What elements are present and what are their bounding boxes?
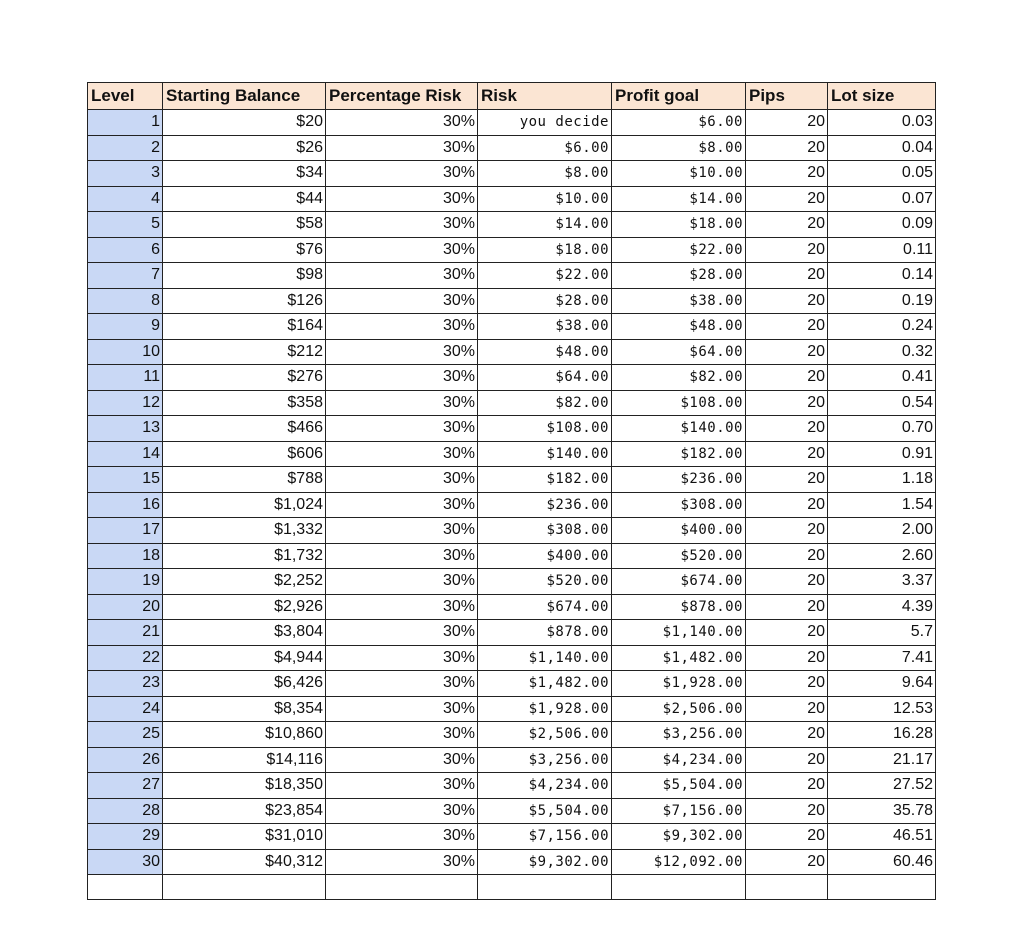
starting-balance-cell[interactable]: $126: [163, 288, 326, 314]
risk-cell[interactable]: $28.00: [478, 288, 612, 314]
risk-cell[interactable]: $22.00: [478, 263, 612, 289]
table-row: [88, 110, 936, 136]
level-cell[interactable]: 26: [88, 747, 163, 773]
empty-cell[interactable]: [163, 875, 326, 900]
lot-size-cell[interactable]: 0.24: [828, 314, 936, 340]
pips-cell[interactable]: 20: [746, 314, 828, 340]
percentage-risk-cell[interactable]: 30%: [326, 416, 478, 442]
table-row: [88, 186, 936, 212]
percentage-risk-cell[interactable]: 30%: [326, 518, 478, 544]
level-cell[interactable]: 2: [88, 135, 163, 161]
lot-size-cell[interactable]: 0.32: [828, 339, 936, 365]
table-row: [88, 773, 936, 799]
lot-size-cell[interactable]: 1.54: [828, 492, 936, 518]
risk-cell[interactable]: $2,506.00: [478, 722, 612, 748]
profit-goal-cell[interactable]: $674.00: [612, 569, 746, 595]
level-cell[interactable]: 3: [88, 161, 163, 187]
profit-goal-cell[interactable]: $1,928.00: [612, 671, 746, 697]
level-cell[interactable]: 11: [88, 365, 163, 391]
risk-cell[interactable]: $4,234.00: [478, 773, 612, 799]
empty-cell[interactable]: [478, 875, 612, 900]
pips-cell[interactable]: 20: [746, 467, 828, 493]
starting-balance-cell[interactable]: $466: [163, 416, 326, 442]
lot-size-cell[interactable]: 0.19: [828, 288, 936, 314]
level-cell[interactable]: 14: [88, 441, 163, 467]
profit-goal-cell[interactable]: $1,482.00: [612, 645, 746, 671]
pips-cell[interactable]: 20: [746, 671, 828, 697]
pips-cell[interactable]: 20: [746, 288, 828, 314]
lot-size-cell[interactable]: 16.28: [828, 722, 936, 748]
risk-cell[interactable]: $14.00: [478, 212, 612, 238]
profit-goal-cell[interactable]: $18.00: [612, 212, 746, 238]
pips-cell[interactable]: 20: [746, 186, 828, 212]
level-cell[interactable]: 1: [88, 110, 163, 136]
pips-cell[interactable]: 20: [746, 645, 828, 671]
risk-cell[interactable]: $9,302.00: [478, 849, 612, 875]
table-body: [88, 110, 936, 900]
risk-cell[interactable]: $38.00: [478, 314, 612, 340]
risk-cell[interactable]: $1,140.00: [478, 645, 612, 671]
profit-goal-cell[interactable]: $9,302.00: [612, 824, 746, 850]
level-cell[interactable]: 15: [88, 467, 163, 493]
percentage-risk-cell[interactable]: 30%: [326, 543, 478, 569]
percentage-risk-cell[interactable]: 30%: [326, 492, 478, 518]
pips-cell[interactable]: 20: [746, 237, 828, 263]
level-cell[interactable]: 10: [88, 339, 163, 365]
header-profit-goal[interactable]: Profit goal: [612, 83, 746, 110]
lot-size-cell[interactable]: 0.54: [828, 390, 936, 416]
percentage-risk-cell[interactable]: 30%: [326, 620, 478, 646]
risk-cell[interactable]: $182.00: [478, 467, 612, 493]
table-row: [88, 135, 936, 161]
pips-cell[interactable]: 20: [746, 747, 828, 773]
percentage-risk-cell[interactable]: 30%: [326, 441, 478, 467]
level-cell[interactable]: 27: [88, 773, 163, 799]
starting-balance-cell[interactable]: $20: [163, 110, 326, 136]
risk-cell[interactable]: $108.00: [478, 416, 612, 442]
lot-size-cell[interactable]: 9.64: [828, 671, 936, 697]
profit-goal-cell[interactable]: $64.00: [612, 339, 746, 365]
level-cell[interactable]: 17: [88, 518, 163, 544]
starting-balance-cell[interactable]: $788: [163, 467, 326, 493]
starting-balance-cell[interactable]: $34: [163, 161, 326, 187]
percentage-risk-cell[interactable]: 30%: [326, 594, 478, 620]
lot-size-cell[interactable]: 0.07: [828, 186, 936, 212]
lot-size-cell[interactable]: 0.14: [828, 263, 936, 289]
profit-goal-cell[interactable]: $22.00: [612, 237, 746, 263]
risk-cell[interactable]: $18.00: [478, 237, 612, 263]
pips-cell[interactable]: 20: [746, 773, 828, 799]
starting-balance-cell[interactable]: $276: [163, 365, 326, 391]
percentage-risk-cell[interactable]: 30%: [326, 747, 478, 773]
level-cell[interactable]: 20: [88, 594, 163, 620]
empty-cell[interactable]: [326, 875, 478, 900]
starting-balance-cell[interactable]: $8,354: [163, 696, 326, 722]
profit-goal-cell[interactable]: $400.00: [612, 518, 746, 544]
pips-cell[interactable]: 20: [746, 798, 828, 824]
profit-goal-cell[interactable]: $140.00: [612, 416, 746, 442]
level-cell[interactable]: 21: [88, 620, 163, 646]
profit-goal-cell[interactable]: $12,092.00: [612, 849, 746, 875]
table-row: [88, 365, 936, 391]
percentage-risk-cell[interactable]: 30%: [326, 569, 478, 595]
percentage-risk-cell[interactable]: 30%: [326, 186, 478, 212]
profit-goal-cell[interactable]: $2,506.00: [612, 696, 746, 722]
pips-cell[interactable]: 20: [746, 594, 828, 620]
risk-cell[interactable]: $140.00: [478, 441, 612, 467]
level-cell[interactable]: 22: [88, 645, 163, 671]
empty-cell[interactable]: [828, 875, 936, 900]
pips-cell[interactable]: 20: [746, 135, 828, 161]
empty-cell[interactable]: [88, 875, 163, 900]
starting-balance-cell[interactable]: $1,024: [163, 492, 326, 518]
level-cell[interactable]: 16: [88, 492, 163, 518]
table-row: [88, 696, 936, 722]
percentage-risk-cell[interactable]: 30%: [326, 849, 478, 875]
starting-balance-cell[interactable]: $10,860: [163, 722, 326, 748]
profit-goal-cell[interactable]: $10.00: [612, 161, 746, 187]
table-row: [88, 518, 936, 544]
lot-size-cell[interactable]: 27.52: [828, 773, 936, 799]
profit-goal-cell[interactable]: $236.00: [612, 467, 746, 493]
pips-cell[interactable]: 20: [746, 824, 828, 850]
level-cell[interactable]: 12: [88, 390, 163, 416]
percentage-risk-cell[interactable]: 30%: [326, 773, 478, 799]
pips-cell[interactable]: 20: [746, 543, 828, 569]
starting-balance-cell[interactable]: $6,426: [163, 671, 326, 697]
lot-size-cell[interactable]: 0.05: [828, 161, 936, 187]
level-cell[interactable]: 13: [88, 416, 163, 442]
starting-balance-cell[interactable]: $1,332: [163, 518, 326, 544]
pips-cell[interactable]: 20: [746, 849, 828, 875]
starting-balance-cell[interactable]: $2,926: [163, 594, 326, 620]
profit-goal-cell[interactable]: $48.00: [612, 314, 746, 340]
risk-cell[interactable]: $236.00: [478, 492, 612, 518]
header-pips[interactable]: Pips: [746, 83, 828, 110]
level-cell[interactable]: 5: [88, 212, 163, 238]
table-row: [88, 645, 936, 671]
percentage-risk-cell[interactable]: 30%: [326, 722, 478, 748]
lot-size-cell[interactable]: 35.78: [828, 798, 936, 824]
percentage-risk-cell[interactable]: 30%: [326, 645, 478, 671]
profit-goal-cell[interactable]: $28.00: [612, 263, 746, 289]
header-starting-balance[interactable]: Starting Balance: [163, 83, 326, 110]
starting-balance-cell[interactable]: $606: [163, 441, 326, 467]
profit-goal-cell[interactable]: $520.00: [612, 543, 746, 569]
level-cell[interactable]: 9: [88, 314, 163, 340]
lot-size-cell[interactable]: 5.7: [828, 620, 936, 646]
risk-cell[interactable]: $82.00: [478, 390, 612, 416]
table-row: [88, 722, 936, 748]
empty-cell[interactable]: [746, 875, 828, 900]
level-table: [87, 82, 936, 900]
lot-size-cell[interactable]: 0.04: [828, 135, 936, 161]
starting-balance-cell[interactable]: $58: [163, 212, 326, 238]
lot-size-cell[interactable]: 0.09: [828, 212, 936, 238]
table-row: [88, 314, 936, 340]
lot-size-cell[interactable]: 46.51: [828, 824, 936, 850]
table-row: [88, 161, 936, 187]
pips-cell[interactable]: 20: [746, 416, 828, 442]
pips-cell[interactable]: 20: [746, 110, 828, 136]
risk-cell[interactable]: $1,928.00: [478, 696, 612, 722]
profit-goal-cell[interactable]: $38.00: [612, 288, 746, 314]
profit-goal-cell[interactable]: $8.00: [612, 135, 746, 161]
header-lot-size[interactable]: Lot size: [828, 83, 936, 110]
starting-balance-cell[interactable]: $18,350: [163, 773, 326, 799]
percentage-risk-cell[interactable]: 30%: [326, 212, 478, 238]
starting-balance-cell[interactable]: $2,252: [163, 569, 326, 595]
starting-balance-cell[interactable]: $76: [163, 237, 326, 263]
table-row: [88, 620, 936, 646]
percentage-risk-cell[interactable]: 30%: [326, 467, 478, 493]
percentage-risk-cell[interactable]: 30%: [326, 161, 478, 187]
pips-cell[interactable]: 20: [746, 212, 828, 238]
table-row: [88, 849, 936, 875]
risk-cell[interactable]: $674.00: [478, 594, 612, 620]
table-row: [88, 467, 936, 493]
level-cell[interactable]: 8: [88, 288, 163, 314]
pips-cell[interactable]: 20: [746, 722, 828, 748]
lot-size-cell[interactable]: 12.53: [828, 696, 936, 722]
level-cell[interactable]: 7: [88, 263, 163, 289]
table-row: [88, 263, 936, 289]
table-row: [88, 339, 936, 365]
table-row: [88, 288, 936, 314]
risk-cell[interactable]: $308.00: [478, 518, 612, 544]
percentage-risk-cell[interactable]: 30%: [326, 798, 478, 824]
level-cell[interactable]: 30: [88, 849, 163, 875]
header-level[interactable]: Level: [88, 83, 163, 110]
empty-cell[interactable]: [612, 875, 746, 900]
percentage-risk-cell[interactable]: 30%: [326, 339, 478, 365]
lot-size-cell[interactable]: 0.11: [828, 237, 936, 263]
header-row: [88, 83, 936, 110]
percentage-risk-cell[interactable]: 30%: [326, 314, 478, 340]
risk-cell[interactable]: $878.00: [478, 620, 612, 646]
level-cell[interactable]: 25: [88, 722, 163, 748]
lot-size-cell[interactable]: 21.17: [828, 747, 936, 773]
profit-goal-cell[interactable]: $7,156.00: [612, 798, 746, 824]
level-cell[interactable]: 28: [88, 798, 163, 824]
risk-cell[interactable]: $48.00: [478, 339, 612, 365]
lot-size-cell[interactable]: 0.03: [828, 110, 936, 136]
starting-balance-cell[interactable]: $212: [163, 339, 326, 365]
level-cell[interactable]: 23: [88, 671, 163, 697]
starting-balance-cell[interactable]: $40,312: [163, 849, 326, 875]
table-row: [88, 798, 936, 824]
table-row: [88, 671, 936, 697]
pips-cell[interactable]: 20: [746, 620, 828, 646]
header-risk[interactable]: Risk: [478, 83, 612, 110]
risk-cell[interactable]: $64.00: [478, 365, 612, 391]
level-cell[interactable]: 4: [88, 186, 163, 212]
pips-cell[interactable]: 20: [746, 390, 828, 416]
risk-cell[interactable]: $400.00: [478, 543, 612, 569]
percentage-risk-cell[interactable]: 30%: [326, 696, 478, 722]
profit-goal-cell[interactable]: $14.00: [612, 186, 746, 212]
empty-row: [88, 875, 936, 900]
table-row: [88, 747, 936, 773]
pips-cell[interactable]: 20: [746, 161, 828, 187]
percentage-risk-cell[interactable]: 30%: [326, 110, 478, 136]
starting-balance-cell[interactable]: $26: [163, 135, 326, 161]
percentage-risk-cell[interactable]: 30%: [326, 237, 478, 263]
pips-cell[interactable]: 20: [746, 696, 828, 722]
starting-balance-cell[interactable]: $14,116: [163, 747, 326, 773]
lot-size-cell[interactable]: 3.37: [828, 569, 936, 595]
spreadsheet: [87, 82, 936, 900]
percentage-risk-cell[interactable]: 30%: [326, 824, 478, 850]
profit-goal-cell[interactable]: $182.00: [612, 441, 746, 467]
level-cell[interactable]: 24: [88, 696, 163, 722]
lot-size-cell[interactable]: 7.41: [828, 645, 936, 671]
lot-size-cell[interactable]: 0.91: [828, 441, 936, 467]
table-row: [88, 416, 936, 442]
percentage-risk-cell[interactable]: 30%: [326, 671, 478, 697]
level-cell[interactable]: 18: [88, 543, 163, 569]
starting-balance-cell[interactable]: $23,854: [163, 798, 326, 824]
risk-cell[interactable]: $7,156.00: [478, 824, 612, 850]
pips-cell[interactable]: 20: [746, 339, 828, 365]
lot-size-cell[interactable]: 4.39: [828, 594, 936, 620]
table-row: [88, 594, 936, 620]
pips-cell[interactable]: 20: [746, 518, 828, 544]
profit-goal-cell[interactable]: $3,256.00: [612, 722, 746, 748]
pips-cell[interactable]: 20: [746, 365, 828, 391]
percentage-risk-cell[interactable]: 30%: [326, 263, 478, 289]
risk-cell[interactable]: $3,256.00: [478, 747, 612, 773]
starting-balance-cell[interactable]: $164: [163, 314, 326, 340]
profit-goal-cell[interactable]: $878.00: [612, 594, 746, 620]
level-cell[interactable]: 19: [88, 569, 163, 595]
starting-balance-cell[interactable]: $44: [163, 186, 326, 212]
profit-goal-cell[interactable]: $5,504.00: [612, 773, 746, 799]
pips-cell[interactable]: 20: [746, 441, 828, 467]
percentage-risk-cell[interactable]: 30%: [326, 390, 478, 416]
percentage-risk-cell[interactable]: 30%: [326, 288, 478, 314]
profit-goal-cell[interactable]: $108.00: [612, 390, 746, 416]
profit-goal-cell[interactable]: $4,234.00: [612, 747, 746, 773]
risk-cell[interactable]: $520.00: [478, 569, 612, 595]
table-row: [88, 441, 936, 467]
risk-cell[interactable]: $1,482.00: [478, 671, 612, 697]
starting-balance-cell[interactable]: $358: [163, 390, 326, 416]
lot-size-cell[interactable]: 0.70: [828, 416, 936, 442]
percentage-risk-cell[interactable]: 30%: [326, 135, 478, 161]
table-row: [88, 569, 936, 595]
starting-balance-cell[interactable]: $4,944: [163, 645, 326, 671]
table-row: [88, 237, 936, 263]
pips-cell[interactable]: 20: [746, 569, 828, 595]
header-percentage-risk[interactable]: Percentage Risk: [326, 83, 478, 110]
lot-size-cell[interactable]: 1.18: [828, 467, 936, 493]
pips-cell[interactable]: 20: [746, 492, 828, 518]
level-cell[interactable]: 6: [88, 237, 163, 263]
pips-cell[interactable]: 20: [746, 263, 828, 289]
risk-cell[interactable]: you decide: [478, 110, 612, 136]
table-row: [88, 492, 936, 518]
percentage-risk-cell[interactable]: 30%: [326, 365, 478, 391]
risk-cell[interactable]: $5,504.00: [478, 798, 612, 824]
table-row: [88, 390, 936, 416]
lot-size-cell[interactable]: 60.46: [828, 849, 936, 875]
lot-size-cell[interactable]: 2.00: [828, 518, 936, 544]
starting-balance-cell[interactable]: $31,010: [163, 824, 326, 850]
table-row: [88, 212, 936, 238]
profit-goal-cell[interactable]: $82.00: [612, 365, 746, 391]
lot-size-cell[interactable]: 0.41: [828, 365, 936, 391]
table-row: [88, 824, 936, 850]
risk-cell[interactable]: $10.00: [478, 186, 612, 212]
starting-balance-cell[interactable]: $3,804: [163, 620, 326, 646]
lot-size-cell[interactable]: 2.60: [828, 543, 936, 569]
starting-balance-cell[interactable]: $98: [163, 263, 326, 289]
starting-balance-cell[interactable]: $1,732: [163, 543, 326, 569]
risk-cell[interactable]: $6.00: [478, 135, 612, 161]
table-row: [88, 543, 936, 569]
profit-goal-cell[interactable]: $1,140.00: [612, 620, 746, 646]
level-cell[interactable]: 29: [88, 824, 163, 850]
risk-cell[interactable]: $8.00: [478, 161, 612, 187]
profit-goal-cell[interactable]: $6.00: [612, 110, 746, 136]
profit-goal-cell[interactable]: $308.00: [612, 492, 746, 518]
